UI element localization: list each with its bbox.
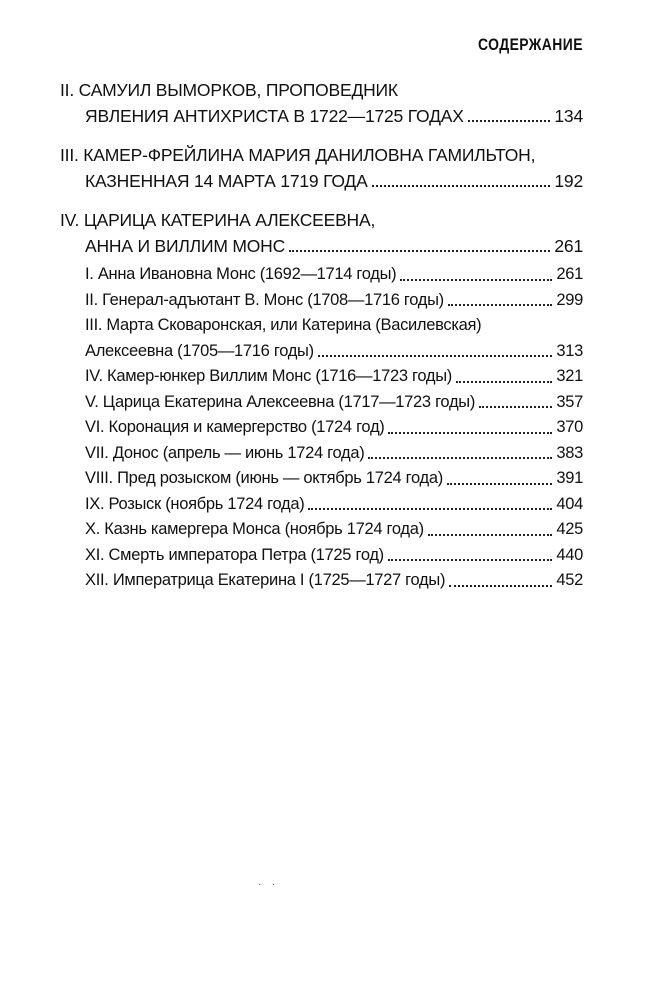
dot-leader [447,483,552,485]
toc-subentry-title: Алексеевна (1705—1716 годы) [85,341,314,360]
toc-subentry-title: I. Анна Ивановна Монс (1692—1714 годы) [85,265,397,283]
toc-page-number: 313 [556,341,583,360]
running-head: СОДЕРЖАНИЕ [478,35,583,54]
toc-page-number: 440 [556,545,583,564]
dot-leader [400,279,552,281]
toc-subentry-title: XI. Смерть императора Петра (1725 год) [85,545,384,564]
dot-leader [468,120,551,122]
toc-subentry[interactable] [60,288,583,314]
dot-leader [308,508,552,510]
toc-subentry-line [60,313,583,339]
dot-leader [372,185,551,187]
dot-leader [388,559,553,561]
toc-page-number: 192 [554,171,583,191]
toc-page-number: 391 [556,469,583,487]
toc-entry-title-line [60,207,583,233]
toc-subentry-line [60,441,583,467]
dot-leader [289,250,550,252]
toc-subentry-line [60,568,583,594]
toc-page-number: 404 [556,494,583,513]
toc-subentry-line [60,415,583,441]
toc-page-number: 261 [556,265,583,283]
toc-subentry-title: X. Казнь камергера Монса (ноябрь 1724 года) [85,520,424,538]
dot-leader [368,457,552,459]
toc-page-number: 425 [556,520,583,538]
toc-page-number: 357 [556,392,583,411]
toc-subentry-line [60,364,583,390]
toc-entry-title-line [60,142,583,168]
toc-subentry[interactable] [60,313,583,364]
toc-subentry[interactable] [60,492,583,518]
toc-subentry-line [60,288,583,314]
toc-entry-title: ЯВЛЕНИЯ АНТИХРИСТА В 1722—1725 ГОДАХ [85,106,464,126]
toc-entry-chapter-3[interactable] [60,142,583,194]
toc-entry-title: АННА И ВИЛЛИМ МОНС [85,236,286,256]
toc-subentry-title: VII. Донос (апрель — июнь 1724 года) [85,443,365,462]
dot-leader [318,355,553,357]
toc-subentry-title: IV. Камер-юнкер Виллим Монс (1716—1723 годы) [85,367,452,385]
toc-subentry-line [60,339,583,365]
toc-subentry[interactable] [60,262,583,288]
toc-entry-chapter-4[interactable] [60,207,583,259]
toc-subentry-title: VI. Коронация и камергерство (1724 год) [85,418,385,436]
toc-entry-title: III. КАМЕР-ФРЕЙЛИНА МАРИЯ ДАНИЛОВНА ГАМИЛЬТОН, [60,145,536,165]
toc-subentry[interactable] [60,415,583,441]
toc-entry-title: II. САМУИЛ ВЫМОРКОВ, ПРОПОВЕДНИК [60,80,398,100]
print-speck: · · [258,880,280,891]
toc-page-number: 261 [554,236,583,256]
toc-page-number: 452 [556,571,583,589]
toc-page-number: 299 [556,290,583,309]
dot-leader [388,432,552,434]
toc-entry-title: КАЗНЕННАЯ 14 МАРТА 1719 ГОДА [85,171,368,191]
toc-entry-title: IV. ЦАРИЦА КАТЕРИНА АЛЕКСЕЕВНА, [60,210,376,230]
toc-page-number: 134 [554,106,583,126]
dot-leader [428,534,553,536]
toc-subentry[interactable] [60,390,583,416]
toc-entry-title-line [60,77,583,103]
toc-subentry-title: XII. Императрица Екатерина I (1725—1727 годы) [85,571,446,589]
toc-subentry-line [60,390,583,416]
toc-entry-chapter-2[interactable] [60,77,583,129]
table-of-contents [60,75,583,594]
toc-subentry-line [60,466,583,492]
toc-subentry-title: II. Генерал-адъютант В. Монс (1708—1716 годы) [85,290,444,309]
toc-page-number: 370 [556,418,583,436]
toc-subentry-line [60,492,583,518]
dot-leader [479,406,552,408]
toc-subentry-line [60,517,583,543]
toc-subentry-title: V. Царица Екатерина Алексеевна (1717—1723 годы) [85,392,476,411]
toc-subentry[interactable] [60,568,583,594]
toc-entry-title-line [60,233,583,259]
toc-page-number: 321 [556,367,583,385]
toc-subentry[interactable] [60,466,583,492]
toc-subentry-line [60,543,583,569]
toc-subentry-title: VIII. Пред розыском (июнь — октябрь 1724 года) [85,469,443,487]
toc-entry-title-line [60,168,583,194]
toc-subentry-title: III. Марта Сковаронская, или Катерина (Василевская) [85,316,482,334]
toc-subentry-title: IX. Розыск (ноябрь 1724 года) [85,494,305,513]
toc-subentry[interactable] [60,364,583,390]
toc-subentry[interactable] [60,441,583,467]
toc-page-number: 383 [556,443,583,462]
toc-entry-title-line [60,103,583,129]
dot-leader [448,304,553,306]
dot-leader [449,585,552,587]
toc-subentry[interactable] [60,517,583,543]
toc-subentry-line [60,262,583,288]
toc-subentry[interactable] [60,543,583,569]
dot-leader [456,381,552,383]
